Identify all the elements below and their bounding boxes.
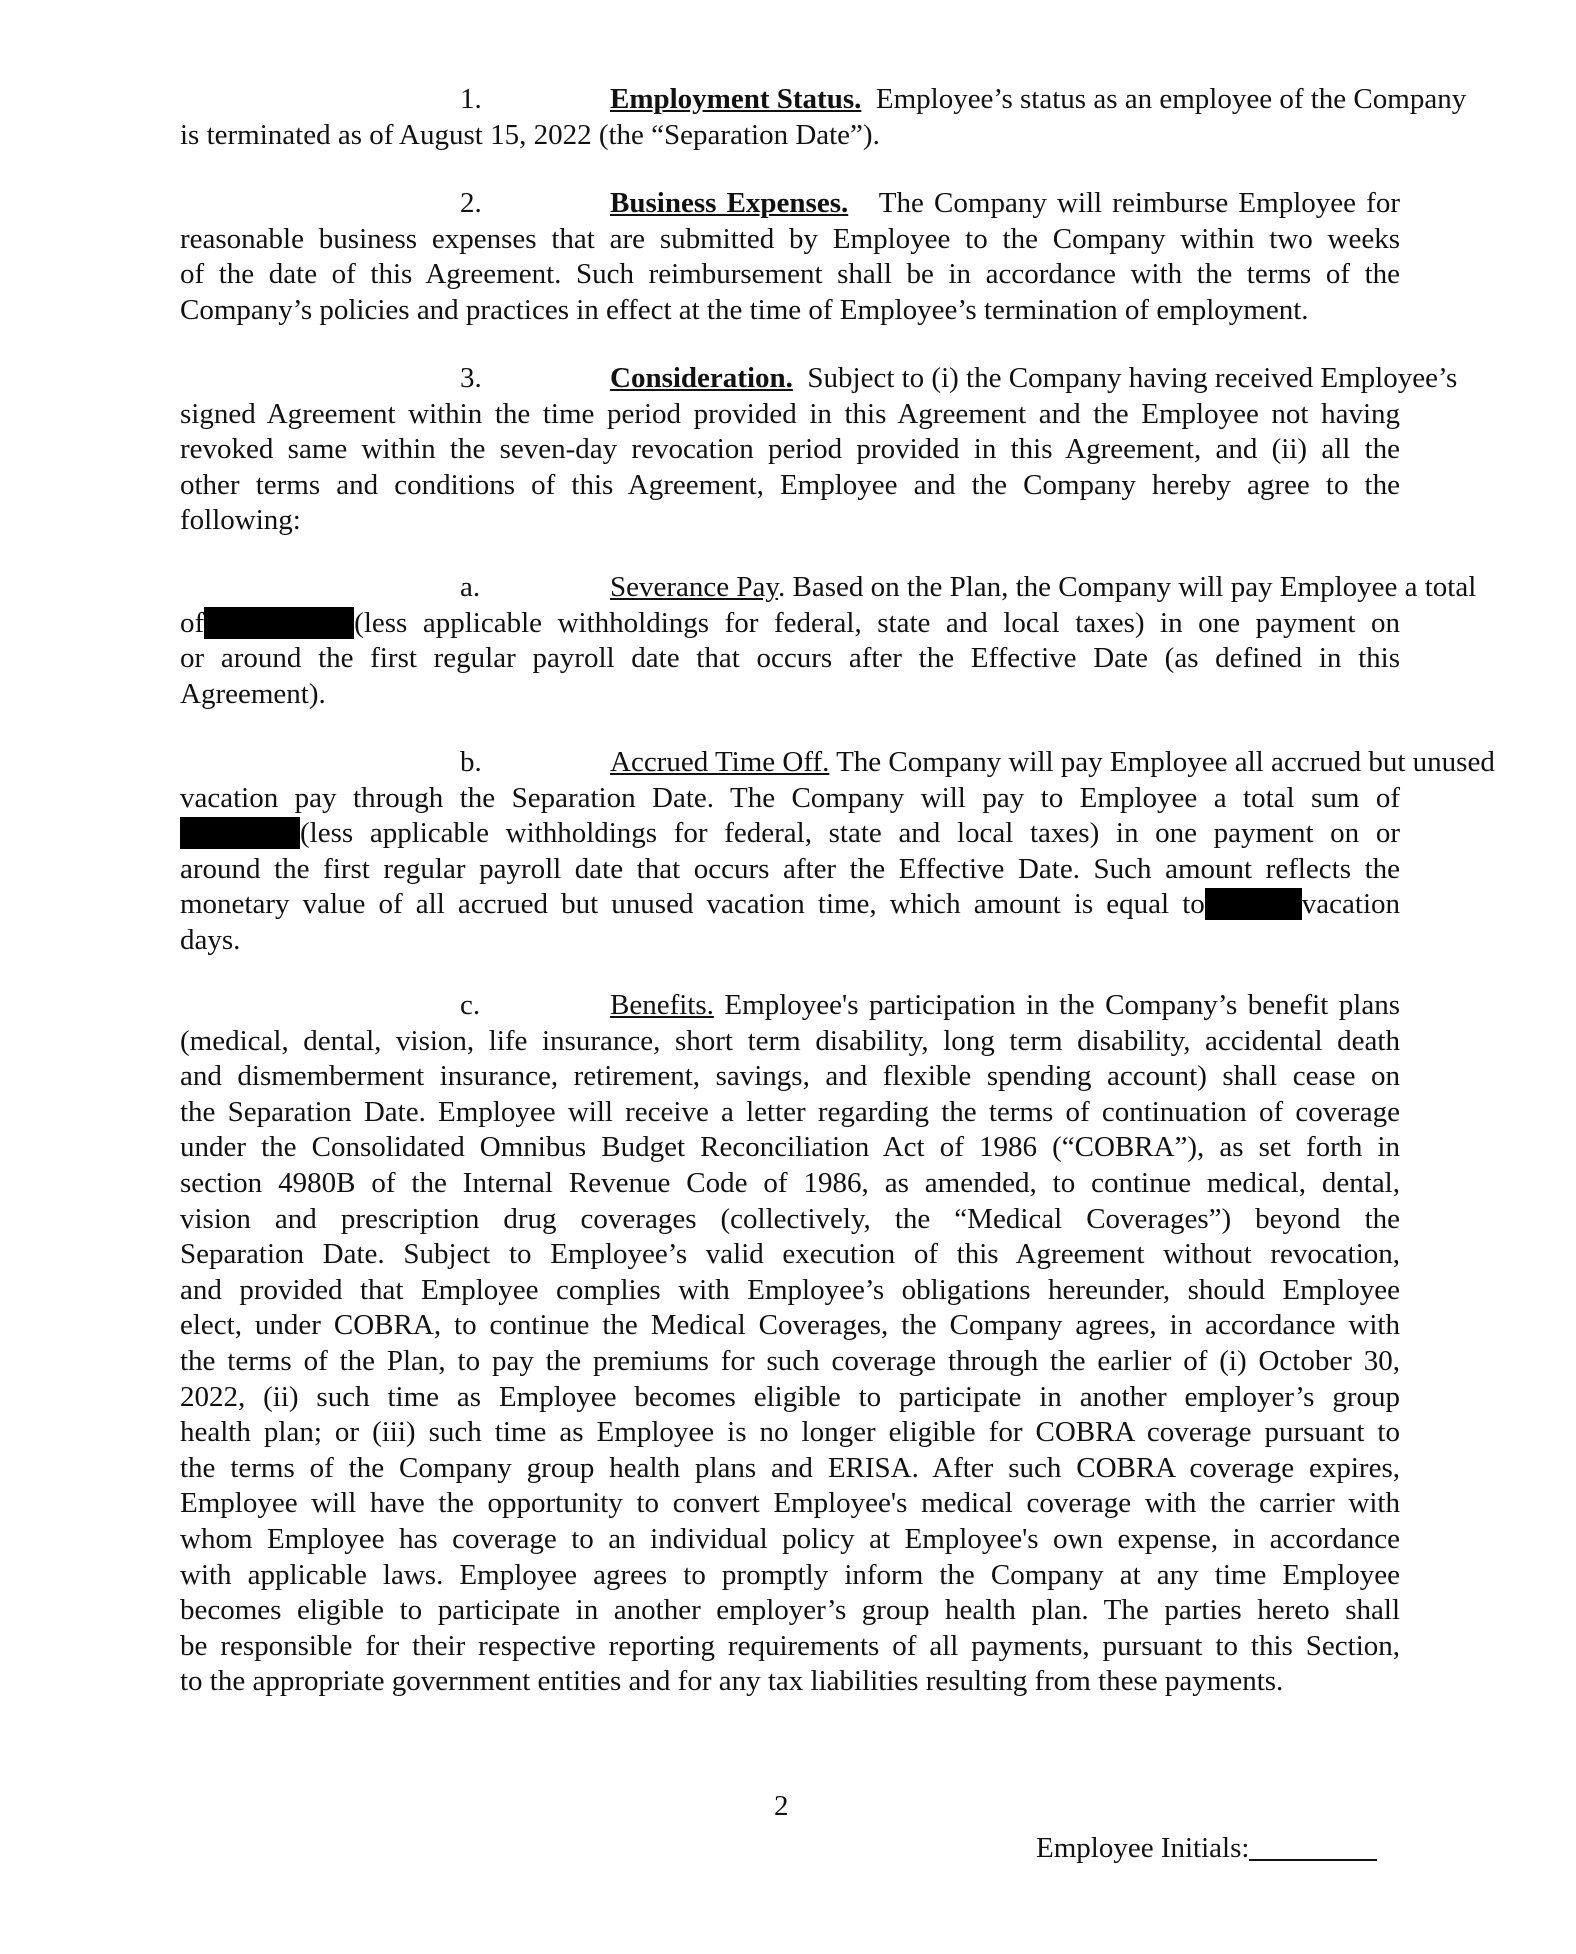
section-text: of the date of this Agreement. Such reimbursement shall be in accordance with the terms of the [180,258,1400,291]
section-text: Employee’s status as an employee of the Company [875,83,1467,115]
subsection-text: to the appropriate government entities and for any tax liabilities resulting from these payments. [180,1665,1284,1698]
subsection-text: (less applicable withholdings for federal, state and local taxes) in one payment on [354,606,1400,639]
subsection-text: becomes eligible to participate in another employer’s group health plan. The parties hereto shall [180,1594,1400,1627]
redacted-amount [180,817,300,849]
employee-initials [1036,1832,1377,1865]
section-text: reasonable business expenses that are submitted by Employee to the Company within two weeks [180,222,1400,255]
subsection-text: vision and prescription drug coverages (collectively, the “Medical Coverages”) beyond the [180,1202,1400,1235]
subsection-text: and dismemberment insurance, retirement, savings, and flexible spending account) shall cease on [180,1060,1400,1093]
initials-label: Employee Initials: [1036,1832,1250,1864]
subsection-text: vacation [1301,888,1400,921]
section-number: 2. [460,187,482,219]
subsection-text: under the Consolidated Omnibus Budget Reconciliation Act of 1986 (“COBRA”), as set forth in [180,1131,1400,1164]
redacted-amount [204,607,354,639]
section-heading: Consideration. [610,362,793,394]
initials-blank-line[interactable] [1249,1833,1377,1861]
subsection-heading: Severance Pay [610,571,779,603]
redacted-days [1205,888,1302,920]
section-employment-status [180,82,1467,153]
subsection-text: The Company will pay Employee all accrued but unused [829,746,1495,778]
subsection-text: Employee's participation in the Company’s benefit plans [724,989,1400,1021]
subsection-text: days. [180,923,241,956]
subsection-text: 2022, (ii) such time as Employee becomes eligible to participate in another employer’s group [180,1380,1400,1413]
section-text: revoked same within the seven-day revocation period provided in this Agreement, and (ii) all the [180,433,1400,466]
section-consideration [180,361,1458,539]
page-number: 2 [774,1790,789,1822]
section-text: Subject to (i) the Company having received Employee’s [807,362,1458,394]
subsection-text: with applicable laws. Employee agrees to promptly inform the Company at any time Employee [180,1558,1400,1591]
subsection-letter: c. [460,989,481,1021]
subsection-severance-pay [180,570,1477,712]
subsection-text: vacation pay through the Separation Date. The Company will pay to Employee a total sum of [180,781,1400,814]
section-text: signed Agreement within the time period provided in this Agreement and the Employee not having [180,397,1400,430]
subsection-text: (medical, dental, vision, life insurance, short term disability, long term disability, accidental death [180,1024,1400,1057]
subsection-text: the terms of the Company group health plans and ERISA. After such COBRA coverage expires, [180,1451,1400,1484]
section-number: 3. [460,362,482,394]
subsection-accrued-time-off [180,745,1495,959]
subsection-text: the Separation Date. Employee will receive a letter regarding the terms of continuation of coverage [180,1095,1400,1128]
subsection-text: the terms of the Plan, to pay the premiums for such coverage through the earlier of (i) October 30, [180,1344,1400,1377]
subsection-text: health plan; or (iii) such time as Employee is no longer eligible for COBRA coverage pursuant to [180,1416,1400,1449]
subsection-text: of [180,606,205,639]
section-heading: Business Expenses. [610,187,849,219]
section-text: Company’s policies and practices in effect at the time of Employee’s termination of employment. [180,293,1309,326]
subsection-text: Separation Date. Subject to Employee’s valid execution of this Agreement without revocation, [180,1238,1400,1271]
subsection-letter: b. [460,746,482,778]
subsection-text: or around the first regular payroll date that occurs after the Effective Date (as defined in this [180,642,1400,675]
subsection-heading: Accrued Time Off. [610,746,830,778]
subsection-text: (less applicable withholdings for federal, state and local taxes) in one payment on or [300,817,1400,850]
section-text: following: [180,504,301,537]
subsection-benefits [180,988,1400,1700]
subsection-text: Employee will have the opportunity to convert Employee's medical coverage with the carrier with [180,1487,1400,1520]
subsection-letter: a. [460,571,481,603]
subsection-heading: Benefits. [610,989,714,1021]
subsection-text: whom Employee has coverage to an individual policy at Employee's own expense, in accordance [180,1522,1400,1555]
subsection-text: section 4980B of the Internal Revenue Code of 1986, as amended, to continue medical, dental, [180,1166,1400,1199]
section-business-expenses [180,186,1400,328]
subsection-text: and provided that Employee complies with Employee’s obligations hereunder, should Employee [180,1273,1400,1306]
subsection-text: be responsible for their respective reporting requirements of all payments, pursuant to this Section, [180,1629,1400,1662]
subsection-text: around the first regular payroll date that occurs after the Effective Date. Such amount reflects the [180,852,1400,885]
subsection-text: . Based on the Plan, the Company will pay Employee a total [778,571,1477,603]
subsection-text: Agreement). [180,677,326,710]
section-text: is terminated as of August 15, 2022 (the “Separation Date”). [180,118,880,151]
section-heading: Employment Status. [610,83,862,115]
subsection-text: elect, under COBRA, to continue the Medical Coverages, the Company agrees, in accordance with [180,1309,1400,1342]
section-text: The Company will reimburse Employee for [878,187,1400,219]
section-number: 1. [460,83,482,115]
subsection-text: monetary value of all accrued but unused vacation time, which amount is equal to [180,888,1205,921]
section-text: other terms and conditions of this Agreement, Employee and the Company hereby agree to the [180,468,1400,501]
